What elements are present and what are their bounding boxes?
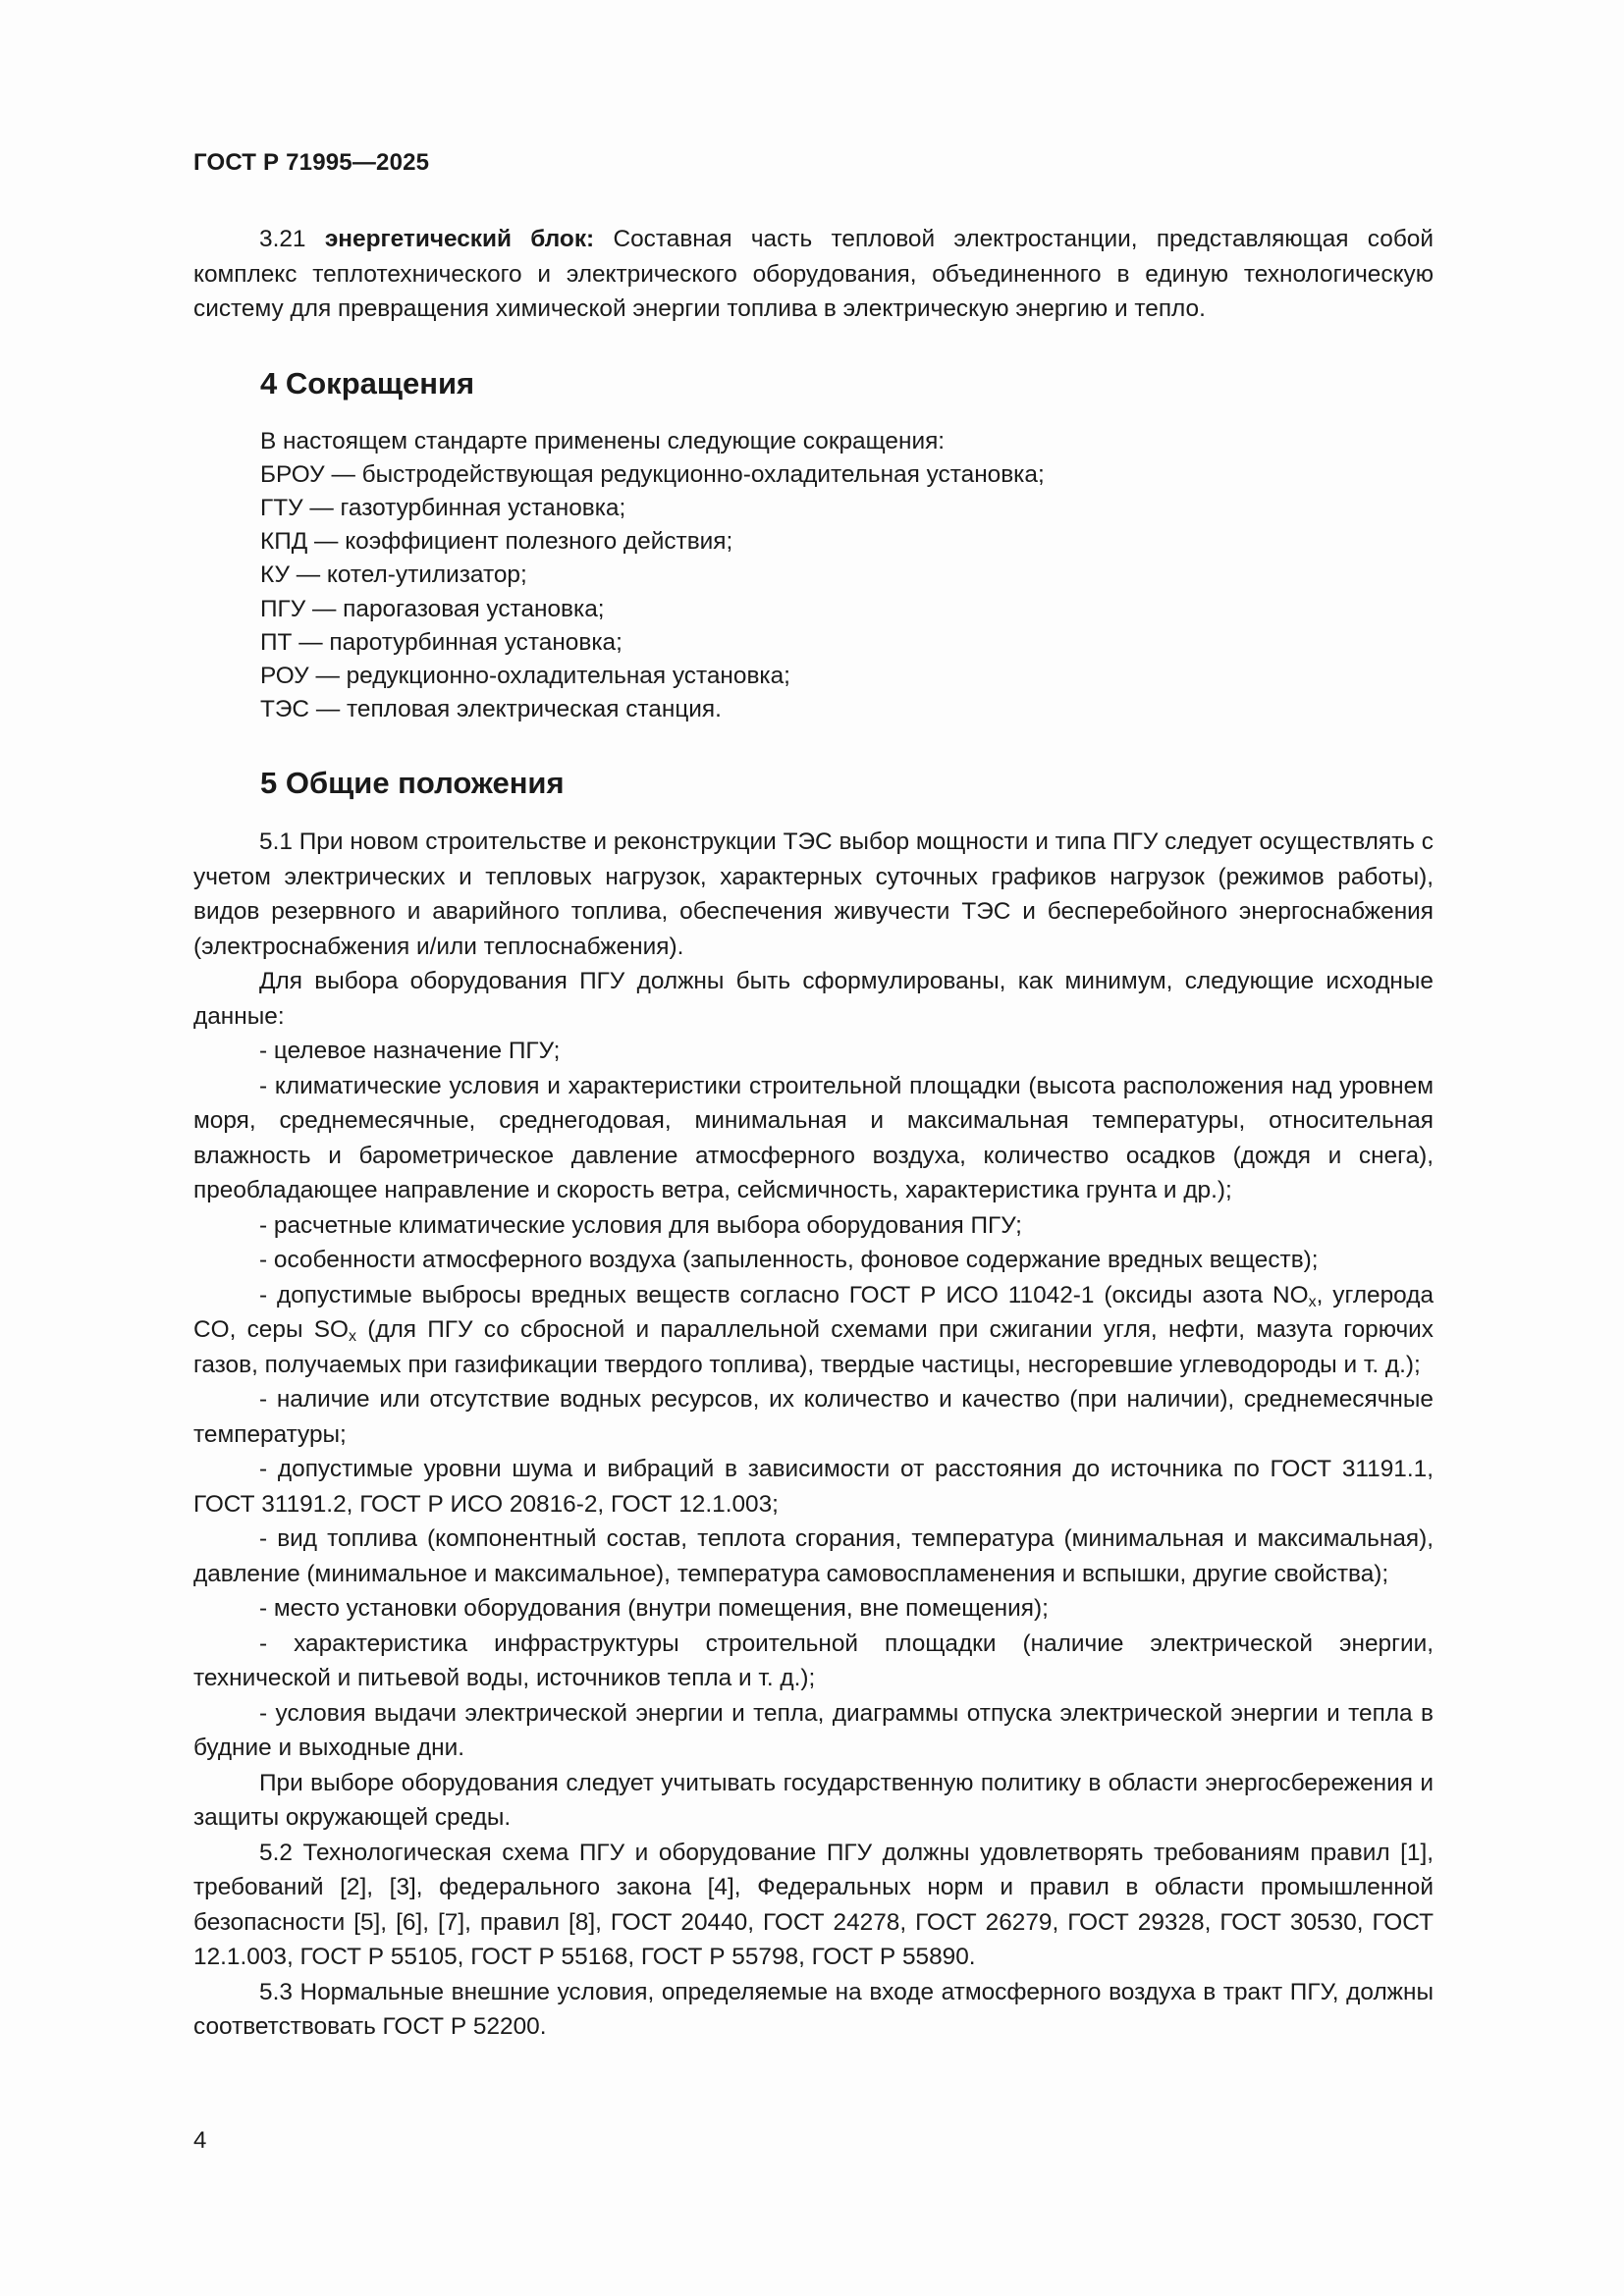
abbreviation-item: ПГУ — парогазовая установка; (260, 595, 605, 622)
paragraph-initial-data-intro: Для выбора оборудования ПГУ должны быть сформулированы, как минимум, следующие исходные данные: (193, 968, 1434, 1030)
abbreviation-item: КУ — котел-утилизатор; (260, 561, 527, 589)
bullet-design-climate: - расчетные климатические условия для выбора оборудования ПГУ; (259, 1211, 1022, 1239)
definition-text: Составная часть тепловой электростанции, представляющая собой комплекс теплотехнического и электрического оборудования, объединенного в единую технологическую систему для превращения химической энергии топлива в электрическую энергию и тепло. (193, 226, 1435, 322)
section-4-title: 4 Сокращения (260, 365, 475, 400)
paragraph-5-2: 5.2 Технологическая схема ПГУ и оборудование ПГУ должны удовлетворять требованиям правил [1], требований [2], [3], федерального закона [4], Федеральных норм и правил в области промышленной безопасности [5], [6], [7], правил [8], ГОСТ 20440, ГОСТ 24278, ГОСТ 26279, ГОСТ 29328, ГОСТ 30530, ГОСТ 12.1.003, ГОСТ Р 55105, ГОСТ Р 55168, ГОСТ Р 55798, ГОСТ Р 55890. (193, 1839, 1434, 1971)
bullet-purpose: - целевое назначение ПГУ; (259, 1038, 561, 1065)
bullet-air-features: - особенности атмосферного воздуха (запыленность, фоновое содержание вредных веществ); (259, 1247, 1319, 1274)
document-body (193, 222, 1434, 2045)
abbreviation-item: ТЭС — тепловая электрическая станция. (260, 696, 722, 723)
bullet-noise-vibration: - допустимые уровни шума и вибраций в зависимости от расстояния до источника по ГОСТ 31191.1, ГОСТ 31191.2, ГОСТ Р ИСО 20816-2, ГОСТ 12.1.003; (193, 1456, 1434, 1518)
bullet-water-resources: - наличие или отсутствие водных ресурсов, их количество и качество (при наличии), среднемесячные температуры; (193, 1386, 1434, 1448)
section-5-title: 5 Общие положения (260, 766, 565, 801)
bullet-energy-output: - условия выдачи электрической энергии и тепла, диаграммы отпуска электрической энергии и тепла в будние и выходные дни. (193, 1699, 1434, 1762)
paragraph-5-3: 5.3 Нормальные внешние условия, определяемые на входе атмосферного воздуха в тракт ПГУ, должны соответствовать ГОСТ Р 52200. (193, 1978, 1434, 2041)
bullet-infrastructure: - характеристика инфраструктуры строительной площадки (наличие электрической энергии, технической и питьевой воды, источников тепла и т. д.); (193, 1629, 1434, 1692)
paragraph-state-policy: При выборе оборудования следует учитывать государственную политику в области энергосбережения и защиты окружающей среды. (193, 1769, 1434, 1832)
abbreviation-item: БРОУ — быстродействующая редукционно-охладительная установка; (260, 460, 1045, 488)
abbreviation-item: ГТУ — газотурбинная установка; (260, 494, 626, 521)
bullet-fuel-type: - вид топлива (компонентный состав, теплота сгорания, температура (минимальная и максимальная), давление (минимальное и максимальное), температура самовоспламенения и вспышки, другие свойства); (193, 1525, 1434, 1587)
abbreviation-item: РОУ — редукционно-охладительная установка; (260, 662, 790, 689)
document-header: ГОСТ Р 71995—2025 (193, 149, 430, 176)
bullet-installation-place: - место установки оборудования (внутри помещения, вне помещения); (259, 1595, 1049, 1623)
paragraph-5-1: 5.1 При новом строительстве и реконструкции ТЭС выбор мощности и типа ПГУ следует осуществлять с учетом электрических и тепловых нагрузок, характерных суточных графиков нагрузок (режимов работы), видов резервного и аварийного топлива, обеспечения живучести ТЭС и бесперебойного энергоснабжения (электроснабжения и/или теплоснабжения). (193, 828, 1434, 960)
abbreviation-item: КПД — коэффициент полезного действия; (260, 528, 733, 556)
abbreviation-item: ПТ — паротурбинная установка; (260, 628, 623, 656)
abbreviations-intro: В настоящем стандарте применены следующие сокращения: (260, 427, 946, 454)
definition-3-21 (193, 222, 1434, 327)
bullet-climate-site: - климатические условия и характеристики строительной площадки (высота расположения над уровнем моря, среднемесячные, среднегодовая, минимальная и максимальная температуры, относительная влажность и барометрическое давление атмосферного воздуха, количество осадков (дождя и снега), преобладающее направление и скорость ветра, сейсмичность, характеристика грунта и др.); (193, 1072, 1434, 1204)
abbreviations-list (260, 425, 1434, 727)
definition-number: 3.21 (259, 226, 306, 252)
page-number: 4 (193, 2127, 207, 2154)
bullet-emissions: - допустимые выбросы вредных веществ согласно ГОСТ Р ИСО 11042-1 (оксиды азота $NO_x$, углерода CO, серы $SO_x$ (для ПГУ со сбросной и параллельной схемами при сжигании угля, нефти, мазута горючих газов, получаемых при газификации твердого топлива), твердые частицы, несгоревшие углеводороды и т. д.); (193, 1281, 1435, 1378)
definition-term: энергетический блок: (324, 226, 595, 252)
